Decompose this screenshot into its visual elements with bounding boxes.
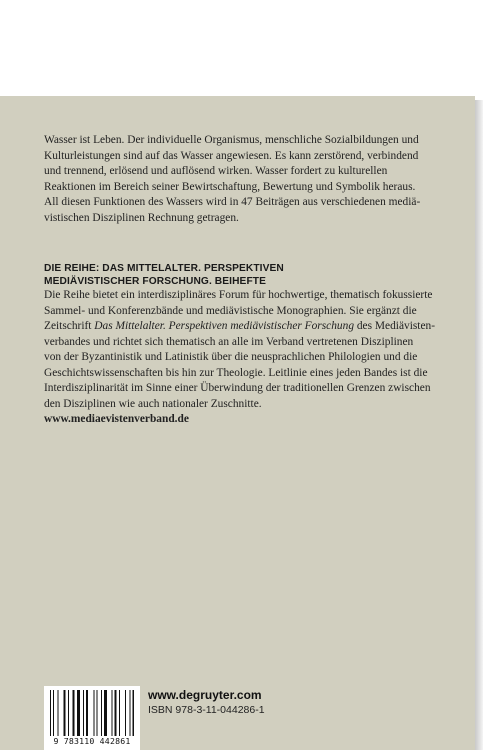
barcode-bar: [97, 690, 98, 736]
barcode-bar: [73, 690, 75, 736]
barcode-bar: [104, 690, 107, 736]
series-line-text: Zeitschrift: [44, 320, 95, 332]
isbn-barcode: [44, 686, 140, 750]
barcode-bars: [50, 690, 134, 736]
barcode-bar: [77, 690, 80, 736]
barcode-bar: [125, 690, 126, 736]
series-line: von der Byzantinistik und Latinistik über die neusprachlichen Philologien und die: [44, 351, 418, 363]
barcode-bar: [83, 690, 84, 736]
blurb-line: Reaktionen im Bereich seiner Bewirtschaftung, Bewertung und Symbolik heraus.: [44, 180, 416, 193]
series-line: Sammel- und Konferenzbände und mediävistische Monographien. Sie ergänzt die: [44, 304, 417, 317]
barcode-bar: [112, 690, 113, 736]
blurb-line: Wasser ist Leben. Der individuelle Organismus, menschliche Sozialbildungen und: [44, 134, 419, 146]
series-heading-line: DIE REIHE: DAS MITTELALTER. PERSPEKTIVEN: [44, 263, 284, 274]
barcode-bar: [130, 690, 131, 736]
barcode-bar: [101, 690, 102, 736]
barcode-bar: [115, 690, 117, 736]
blurb-line: vistischen Disziplinen Rechnung getragen.: [44, 211, 239, 224]
journal-title: Das Mittelalter. Perspektiven mediävistischer Forschung: [94, 320, 355, 332]
barcode-bar: [68, 690, 69, 736]
series-line: [44, 319, 464, 335]
series-line: Geschichtswissenschaften bis hin zur Theologie. Leitlinie eines jeden Bandes ist die: [44, 366, 428, 379]
series-line: Interdisziplinarität im Sinne einer Überwindung der traditionellen Grenzen zwischen: [44, 382, 431, 394]
blurb-line: All diesen Funktionen des Wassers wird in 47 Beiträgen aus verschiedenen mediä-: [44, 196, 421, 209]
book-blurb: [44, 133, 449, 227]
barcode-bar: [50, 690, 51, 736]
barcode-bar: [94, 690, 95, 736]
publisher-url[interactable]: www.degruyter.com: [148, 688, 262, 702]
blurb-line: Kulturleistungen sind auf das Wasser angewiesen. Es kann zerstörend, verbindend: [44, 149, 419, 162]
barcode-bar: [86, 690, 88, 736]
page-edge-shadow: [475, 100, 483, 750]
barcode-bar: [133, 690, 135, 736]
association-url[interactable]: www.mediaevistenverband.de: [44, 413, 189, 425]
series-heading-line: MEDIÄVISTISCHER FORSCHUNG. BEIHEFTE: [44, 276, 266, 287]
series-line: den Disziplinen wie auch nationaler Zuschnitte.: [44, 397, 262, 410]
series-line: Die Reihe bietet ein interdisziplinäres Forum für hochwertige, thematisch fokussierte: [44, 289, 433, 301]
blurb-line: und trennend, erlösend und auflösend wirken. Wasser fordert zu kulturellen: [44, 165, 388, 178]
series-description: [44, 288, 464, 428]
series-heading: [44, 262, 464, 288]
barcode-bar: [53, 690, 54, 736]
barcode-bar: [119, 690, 120, 736]
barcode-bar: [64, 690, 66, 736]
barcode-bar: [58, 690, 59, 736]
series-line-text: des Mediävisten-: [354, 320, 435, 332]
barcode-digits: 9 783110 442861: [53, 736, 131, 746]
isbn-number: ISBN 978-3-11-044286-1: [148, 704, 265, 716]
series-line: verbandes und richtet sich thematisch an alle im Verband vertretenen Disziplinen: [44, 335, 414, 348]
